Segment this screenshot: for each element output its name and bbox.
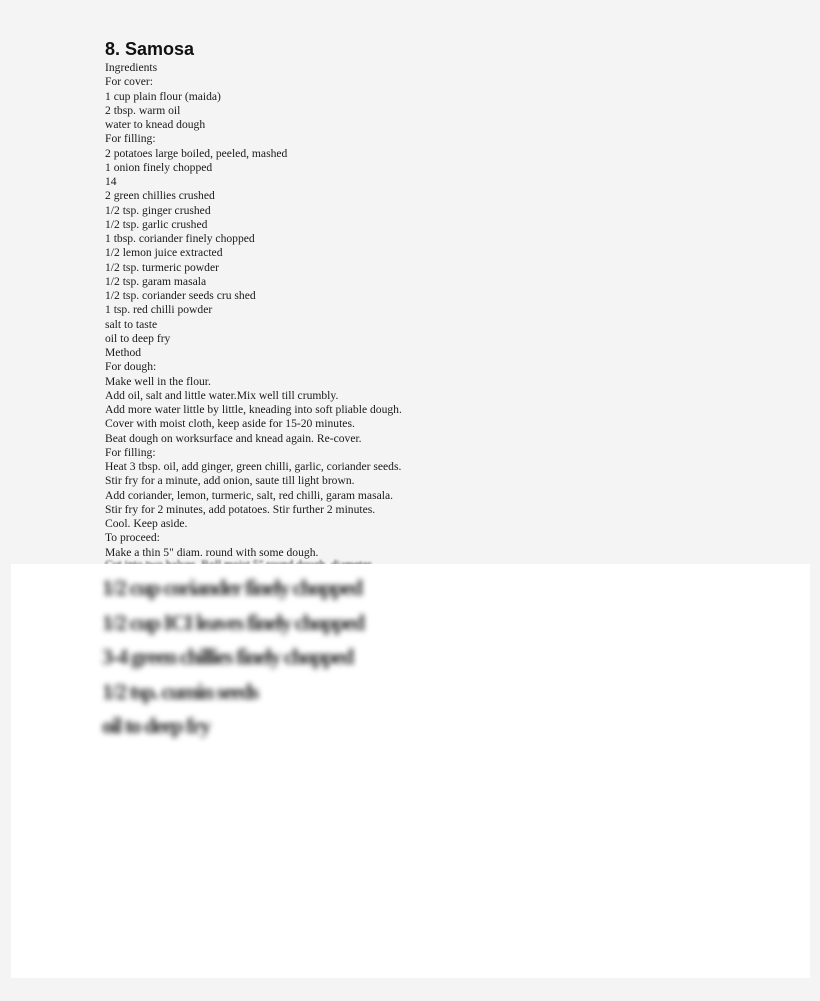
recipe-line: Heat 3 tbsp. oil, add ginger, green chilli, garlic, coriander seeds. xyxy=(105,460,402,473)
blurred-line: 3-4 green chillies finely chopped xyxy=(102,644,353,669)
recipe-line: 2 tbsp. warm oil xyxy=(105,103,181,117)
recipe-line: Make well in the flour. xyxy=(105,374,211,388)
recipe-line: To proceed: xyxy=(105,531,160,545)
recipe-text xyxy=(105,38,745,560)
recipe-line: Add coriander, lemon, turmeric, salt, red chilli, garam masala. xyxy=(105,488,393,502)
recipe-line: 1 tbsp. coriander finely chopped xyxy=(105,232,255,245)
recipe-line: 2 green chillies crushed xyxy=(105,189,215,203)
recipe-line: Stir fry for 2 minutes, add potatoes. Stir further 2 minutes. xyxy=(105,502,376,516)
recipe-line: water to knead dough xyxy=(105,118,206,131)
recipe-line: Ingredients xyxy=(105,61,158,74)
recipe-line: For filling: xyxy=(105,132,156,146)
recipe-line: Method xyxy=(105,346,142,359)
recipe-line: Beat dough on worksurface and knead again. Re-cover. xyxy=(105,431,362,445)
recipe-line: Make a thin 5" diam. round with some dough. xyxy=(105,545,319,559)
recipe-line: Cool. Keep aside. xyxy=(105,517,188,530)
recipe-line: For dough: xyxy=(105,360,157,374)
recipe-line: 1/2 tsp. coriander seeds cru shed xyxy=(105,289,256,302)
blurred-line: oil to deep fry xyxy=(102,713,210,738)
recipe-line: 1/2 tsp. ginger crushed xyxy=(105,203,211,217)
recipe-line: 1/2 tsp. turmeric powder xyxy=(105,260,219,274)
recipe-line: 1 tsp. red chilli powder xyxy=(105,303,213,317)
recipe-line: 1 onion finely chopped xyxy=(105,160,213,174)
recipe-line: 1/2 tsp. garam masala xyxy=(105,274,207,288)
recipe-line: Add more water little by little, kneading into soft pliable dough. xyxy=(105,403,402,416)
recipe-line: salt to taste xyxy=(105,317,158,331)
recipe-line: Add oil, salt and little water.Mix well till crumbly. xyxy=(105,388,339,402)
recipe-line: 14 xyxy=(105,175,117,188)
recipe-line: 1/2 tsp. garlic crushed xyxy=(105,217,208,231)
recipe-line: For filling: xyxy=(105,445,156,459)
recipe-line: 2 potatoes large boiled, peeled, mashed xyxy=(105,146,288,160)
blurred-line: 1/2 tsp. cumin seeds xyxy=(102,678,258,704)
recipe-line: 1/2 lemon juice extracted xyxy=(105,246,223,260)
recipe-line: Stir fry for a minute, add onion, saute till light brown. xyxy=(105,474,355,488)
recipe-title: 8. Samosa xyxy=(105,39,195,59)
recipe-line: 1 cup plain flour (maida) xyxy=(105,89,221,103)
blurred-line: 1/2 cup coriander finely chopped xyxy=(102,575,362,600)
blurred-ingredient-list xyxy=(102,571,364,744)
blurred-line: 1/2 cup ICI leaves finely chopped xyxy=(102,609,364,635)
recipe-line: Cover with moist cloth, keep aside for 15-20 minutes. xyxy=(105,417,355,431)
recipe-line: oil to deep fry xyxy=(105,331,171,345)
recipe-line: For cover: xyxy=(105,75,153,89)
